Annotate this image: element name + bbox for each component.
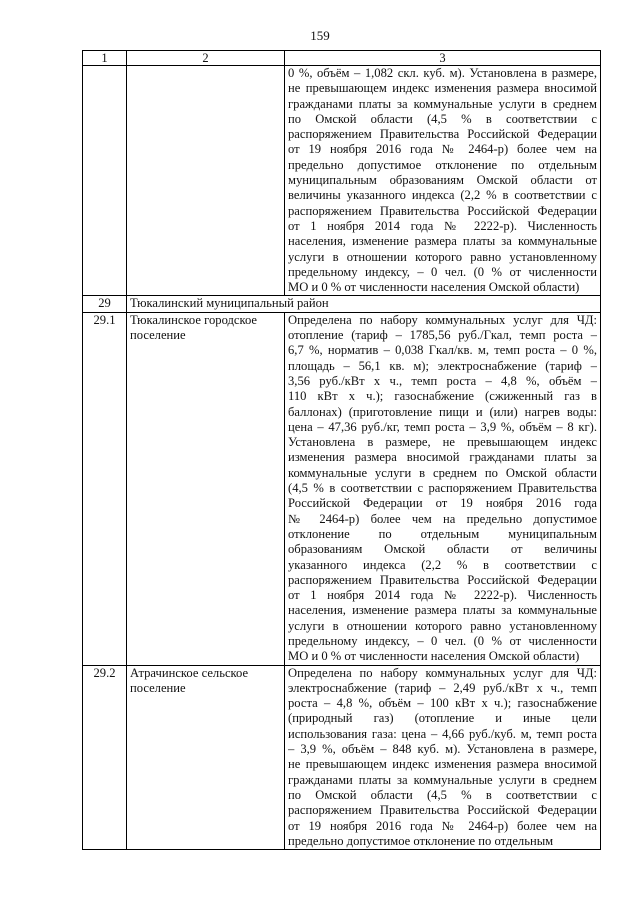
text-line: баллонах) (приготовление пищи и (или) нагрев воды:	[288, 404, 597, 419]
text-line: величины указанного индекса (2,2 % в соответствии с	[288, 188, 597, 203]
text-line: услуги в отношении которого равно установленному	[288, 618, 597, 633]
text-line: 0 %, объём – 1,082 скл. куб. м). Установлена в размере,	[288, 66, 597, 80]
table-row-continuation	[83, 66, 601, 296]
column-header-3: 3	[285, 51, 601, 66]
text-line: распоряжением Правительства Российской Федерации	[288, 127, 597, 142]
text-line: населения, изменение размера платы за коммунальные	[288, 603, 597, 618]
row-name	[127, 312, 285, 665]
text-line: цена – 47,36 руб./кг, темп роста – 3,9 %, объём – 8 кг).	[288, 419, 597, 434]
text-line: предельному индексу, – 0 чел. (0 % от численности	[288, 633, 597, 648]
text-line: образованиям Омской области от величины	[288, 542, 597, 557]
text-line: предельно допустимое отклонение по отдельным	[288, 833, 554, 848]
text-line: гражданами платы за коммунальные услуги в среднем	[288, 772, 597, 787]
text-line: Установлена в размере, не превышающем индекс	[288, 435, 597, 450]
text-line: Российской Федерации от 19 ноября 2016 года	[288, 496, 597, 511]
text-line: роста – 4,8 %, объём – 100 кВт х ч.); газоснабжение	[288, 696, 597, 711]
text-line: не превышающем индекс изменения размера вносимой	[288, 757, 597, 772]
row-description	[285, 66, 601, 296]
column-header-2: 2	[127, 51, 285, 66]
row-description	[285, 312, 601, 665]
text-line: населения, изменение размера платы за коммунальные	[288, 234, 597, 249]
text-line: предельному индексу, – 0 чел. (0 % от численности	[288, 264, 597, 279]
table-header-row	[83, 51, 601, 66]
text-line: – 3,9 %, объём – 848 куб. м). Установлена в размере,	[288, 742, 597, 757]
document-table	[82, 50, 601, 850]
text-line: от 19 ноября 2016 года № 2464-р) более чем на	[288, 818, 597, 833]
text-line: 6,7 %, норматив – 0,038 Гкал/кв. м, темп роста – 0 %,	[288, 343, 597, 358]
text-line: распоряжением Правительства Российской Федерации	[288, 203, 597, 218]
table-row-29-2	[83, 665, 601, 850]
text-line: 110 кВт х ч.); газоснабжение (сжиженный газ в	[288, 389, 597, 404]
text-line: МО и 0 % от численности населения Омской области)	[288, 649, 580, 664]
row-name	[127, 66, 285, 296]
text-line: Атрачинское сельское	[130, 665, 249, 680]
text-line: от 1 ноября 2014 года № 2222-р). Численность	[288, 218, 597, 233]
text-line: поселение	[130, 680, 186, 695]
text-line: распоряжением Правительства Российской Федерации	[288, 572, 597, 587]
text-line: распоряжением Правительства Российской Федерации	[288, 803, 597, 818]
row-number	[83, 66, 127, 296]
text-line: по Омской области (4,5 % в соответствии с	[288, 111, 597, 126]
text-line: площадь – 56,1 кв. м); электроснабжение (тариф –	[288, 358, 597, 373]
text-line: отклонение по отдельным муниципальным	[288, 526, 597, 541]
column-header-1: 1	[83, 51, 127, 66]
text-line: указанного индекса (2,2 % в соответствии с	[288, 557, 597, 572]
row-number: 29.2	[83, 665, 127, 850]
text-line: 3,56 руб./кВт х ч., темп роста – 4,8 %, объём –	[288, 373, 597, 388]
text-line: гражданами платы за коммунальные услуги в среднем	[288, 96, 597, 111]
text-line: от 19 ноября 2016 года № 2464-р) более чем на	[288, 142, 597, 157]
text-line: услуги в отношении которого равно установленному	[288, 249, 597, 264]
text-line: использования газа: цена – 4,66 руб./куб. м, темп роста	[288, 726, 597, 741]
district-number: 29	[83, 296, 127, 312]
text-line: предельно допустимое отклонение по отдельным	[288, 157, 597, 172]
text-line: отопление (тариф – 1785,56 руб./Гкал, темп роста –	[288, 328, 597, 343]
text-line: электроснабжение (тариф – 2,49 руб./кВт х ч., темп	[288, 680, 597, 695]
row-number: 29.1	[83, 312, 127, 665]
table-row-district	[83, 296, 601, 312]
text-line: (4,5 % в соответствии с распоряжением Правительства	[288, 481, 597, 496]
page-number: 159	[310, 28, 330, 43]
text-line: поселение	[130, 328, 186, 343]
text-line: Определена по набору коммунальных услуг для ЧД:	[288, 312, 597, 327]
text-line: от 1 ноября 2014 года № 2222-р). Численность	[288, 588, 597, 603]
text-line: Определена по набору коммунальных услуг для ЧД:	[288, 665, 597, 680]
district-name: Тюкалинский муниципальный район	[127, 296, 601, 312]
text-line: № 2464-р) более чем на предельно допустимое	[288, 511, 597, 526]
text-line: МО и 0 % от численности населения Омской области)	[288, 280, 580, 295]
text-line: по Омской области (4,5 % в соответствии с	[288, 787, 597, 802]
text-line: (природный газ) (отопление и иные цели	[288, 711, 597, 726]
table-row-29-1	[83, 312, 601, 665]
text-line: коммунальные услуги в среднем по Омской области	[288, 465, 597, 480]
text-line: муниципальным образованиям Омской области от	[288, 173, 597, 188]
row-description	[285, 665, 601, 850]
row-name	[127, 665, 285, 850]
text-line: не превышающем индекс изменения размера вносимой	[288, 81, 597, 96]
text-line: Тюкалинское городское	[130, 312, 258, 327]
text-line: изменения размера вносимой гражданами платы за	[288, 450, 597, 465]
